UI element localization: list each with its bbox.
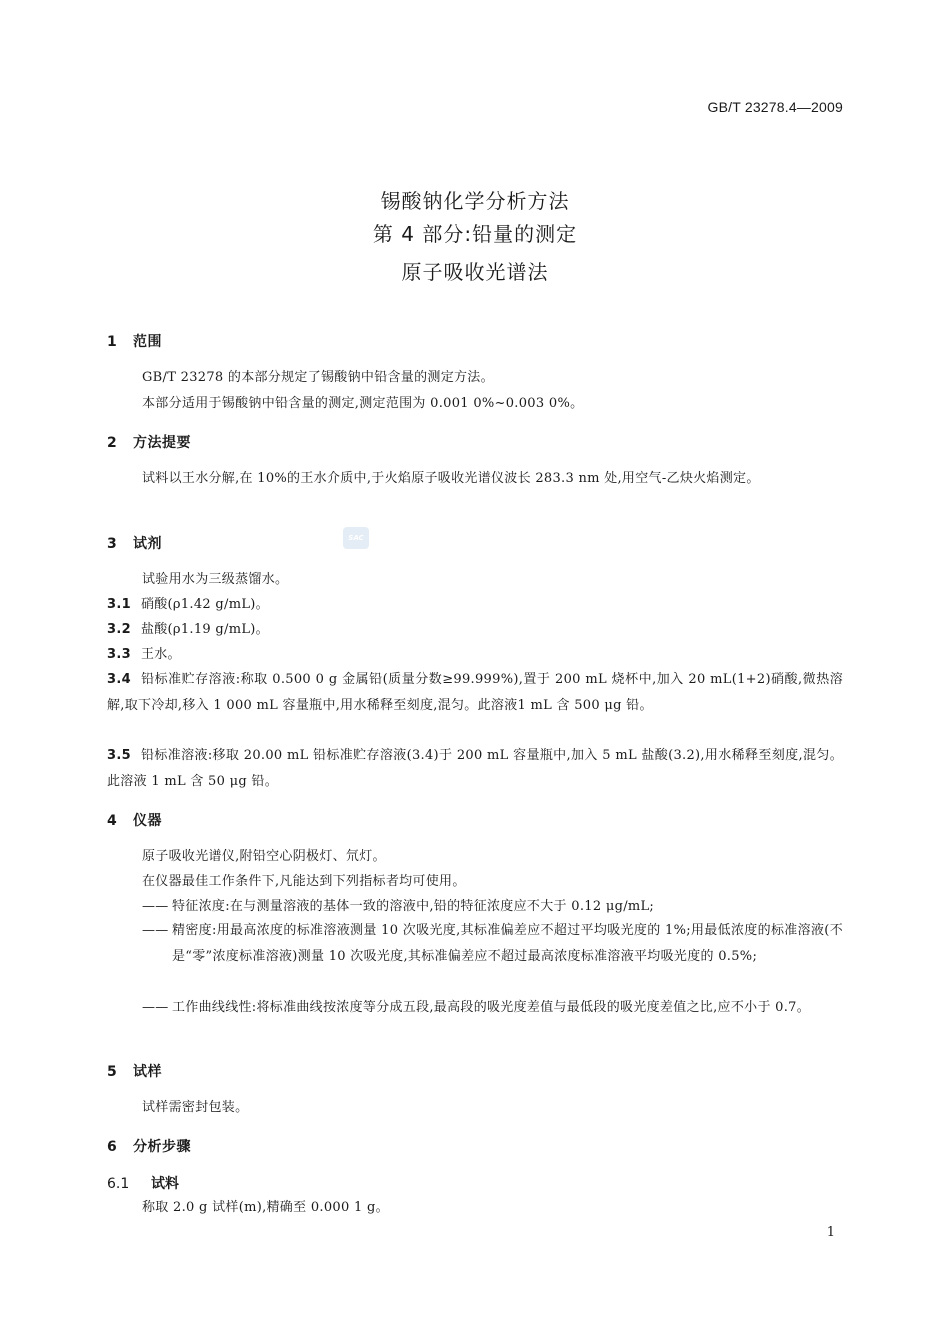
section-number: 3 <box>107 536 118 552</box>
section-4-paragraph-2: 在仪器最佳工作条件下,凡能达到下列指标者均可使用。 <box>142 874 466 889</box>
clause-3-2 <box>107 617 843 643</box>
section-3-heading <box>107 533 162 553</box>
section-6-heading <box>107 1136 191 1156</box>
clause-3-4 <box>107 667 843 719</box>
requirement-item-2 <box>142 918 843 970</box>
clause-number: 3.2 <box>107 622 131 637</box>
clause-number: 3.4 <box>107 672 131 687</box>
requirement-text: 工作曲线线性:将标准曲线按浓度等分成五段,最高段的吸光度差值与最低段的吸光度差值之比,应不小于 0.7。 <box>172 1000 811 1015</box>
section-1-paragraph-1: GB/T 23278 的本部分规定了锡酸钠中铅含量的测定方法。 <box>142 370 494 385</box>
clause-text: 盐酸(ρ1.19 g/mL)。 <box>140 622 269 637</box>
clause-3-5 <box>107 743 843 795</box>
dash-mark: —— <box>142 899 169 914</box>
section-3-paragraph-0: 试验用水为三级蒸馏水。 <box>142 572 289 587</box>
clause-text: 硝酸(ρ1.42 g/mL)。 <box>140 597 269 612</box>
document-title-line3: 原子吸收光谱法 <box>401 260 549 284</box>
clause-number: 3.5 <box>107 748 131 763</box>
section-2-heading <box>107 432 191 452</box>
section-number: 4 <box>107 813 118 829</box>
requirement-text: 特征浓度:在与测量溶液的基体一致的溶液中,铅的特征浓度应不大于 0.12 μg/mL; <box>172 899 655 914</box>
subsection-6-1-heading <box>107 1173 179 1193</box>
section-4-heading <box>107 810 162 830</box>
section-title: 分析步骤 <box>133 1139 191 1155</box>
section-number: 6 <box>107 1139 118 1155</box>
clause-number: 3.1 <box>107 597 131 612</box>
section-number: 5 <box>107 1064 118 1080</box>
clause-3-3 <box>107 642 843 668</box>
section-number: 2 <box>107 435 118 451</box>
page-number: 1 <box>826 1225 835 1240</box>
section-1-paragraph-2: 本部分适用于锡酸钠中铅含量的测定,测定范围为 0.001 0%~0.003 0%。 <box>142 396 584 411</box>
clause-text: 铅标准贮存溶液:称取 0.500 0 g 金属铅(质量分数≥99.999%),置于 200 mL 烧杯中,加入 20 mL(1+2)硝酸,微热溶解,取下冷却,移入 1 000 mL 容量瓶中,用水稀释至刻度,混匀。此溶液1 mL 含 500 μg 铅。 <box>107 672 843 713</box>
section-number: 1 <box>107 334 118 350</box>
section-2-paragraph-1: 试料以王水分解,在 10%的王水介质中,于火焰原子吸收光谱仪波长 283.3 nm 处,用空气-乙炔火焰测定。 <box>142 471 760 486</box>
document-title-line2: 第 4 部分:铅量的测定 <box>372 222 578 246</box>
watermark-logo: SAC <box>343 527 369 549</box>
section-5-heading <box>107 1061 162 1081</box>
clause-3-1 <box>107 592 843 618</box>
section-6-1-paragraph-1: 称取 2.0 g 试样(m),精确至 0.000 1 g。 <box>142 1200 389 1215</box>
subsection-title: 试料 <box>151 1176 179 1192</box>
subsection-number: 6.1 <box>107 1176 130 1192</box>
clause-text: 王水。 <box>140 647 181 662</box>
clause-text: 铅标准溶液:移取 20.00 mL 铅标准贮存溶液(3.4)于 200 mL 容量瓶中,加入 5 mL 盐酸(3.2),用水稀释至刻度,混匀。此溶液 1 mL 含 50 μg 铅。 <box>107 748 843 789</box>
document-title-line1: 锡酸钠化学分析方法 <box>380 189 570 213</box>
standard-number: GB/T 23278.4—2009 <box>707 99 843 115</box>
requirement-item-1 <box>142 894 843 920</box>
section-title: 方法提要 <box>133 435 191 451</box>
dash-mark: —— <box>142 923 169 938</box>
section-title: 范围 <box>133 334 162 350</box>
requirement-text: 精密度:用最高浓度的标准溶液测量 10 次吸光度,其标准偏差应不超过平均吸光度的 1%;用最低浓度的标准溶液(不是“零”浓度标准溶液)测量 10 次吸光度,其标准偏差应不超过最高浓度标准溶液平均吸光度的 0.5%; <box>172 923 843 964</box>
section-title: 试样 <box>133 1064 162 1080</box>
section-4-paragraph-1: 原子吸收光谱仪,附铅空心阴极灯、氘灯。 <box>142 849 386 864</box>
requirement-item-3 <box>142 995 843 1021</box>
clause-number: 3.3 <box>107 647 131 662</box>
section-title: 仪器 <box>133 813 162 829</box>
section-title: 试剂 <box>133 536 162 552</box>
section-5-paragraph-1: 试样需密封包装。 <box>142 1100 249 1115</box>
section-1-heading <box>107 331 162 351</box>
dash-mark: —— <box>142 1000 169 1015</box>
